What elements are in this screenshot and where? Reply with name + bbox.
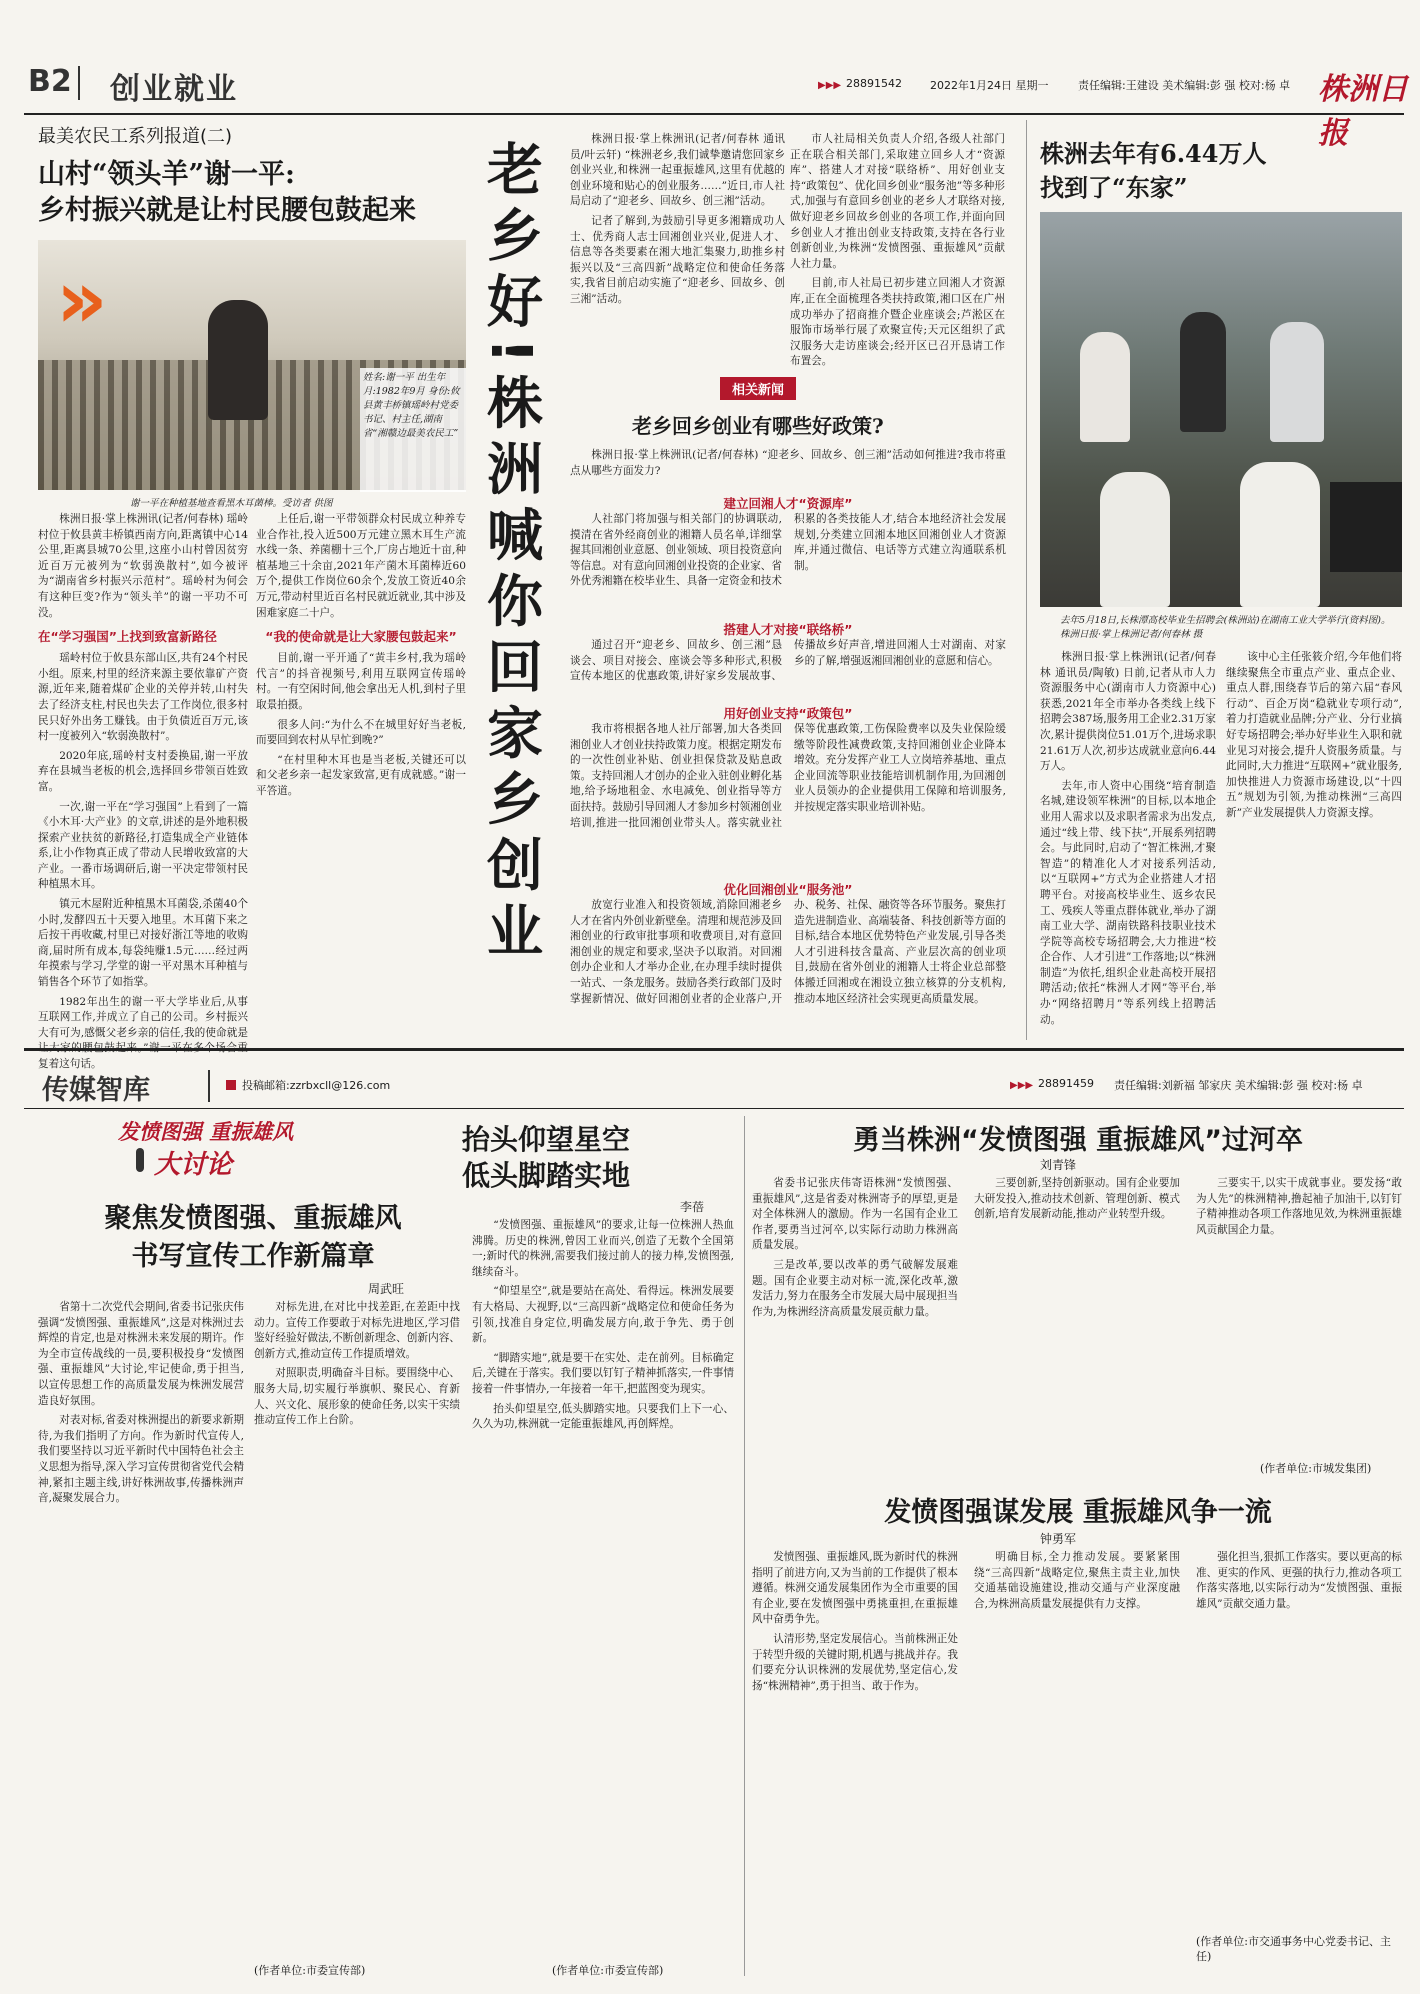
article1-para: 镇元木屋附近种植黑木耳菌袋,杀菌40个小时,发酵四五十天要入地里。木耳菌下来之后按干再收藏,村里已对接好浙江等地的收购商,届时所有成本,每袋纯赚1.5元……经过两年摸索与学习,学堂的谢一平对黑木耳种植与销售各个环节了如指掌。 — [38, 898, 248, 989]
bottom-editor-line: 责任编辑:刘新福 邹家庆 美术编辑:彭 强 校对:杨 卓 — [1114, 1079, 1363, 1092]
chevron-decoration-icon: » — [56, 253, 108, 346]
crowd-figure — [1180, 312, 1226, 432]
art5-title-2: 低头脚踏实地 — [462, 1159, 631, 1192]
crowd-figure — [1240, 462, 1320, 607]
art5-title-1: 抬头仰望星空 — [462, 1123, 631, 1156]
art5-footer: (作者单位:市委宣传部) — [552, 1964, 664, 1977]
article1-para: 很多人问:“为什么不在城里好好当老板,而要回到农村从早忙到晚?” — [256, 718, 466, 747]
related-para: 放宽行业准入和投资领域,消除回湘老乡人才在省内外创业新壁垒。清理和规范涉及回湘创业的行政审批事项和收费项目,对有意回湘创业的规定和要求,坚决予以取消。对回湘创办企业和人才举办企业,在办理手续时提供一站式、一条龙服务。鼓励各类行政部门及时掌握新情况、做好回湘创业者的企业落户,开办、税务、社保、融资等各环节服务。聚焦打造先进制造业、高端装备、科技创新等方面的目标,结合本地区优势特色产业发展,引导各类人才引进科技含量高、产业层次高的创业项目,鼓励在省外创业的湘籍人士将企业总部整体搬迁回湘或在湘设立独立核算的分支机构,推动本地区经济社会实现更高质量发展。 — [570, 899, 1006, 1005]
article3-caption: 去年5月18日,长株潭高校毕业生招聘会(株洲站)在湖南工业大学举行(资料图)。 株洲日报·掌上株洲记者/何春林 摄 — [1060, 615, 1391, 640]
art4-footer: (作者单位:市委宣传部) — [254, 1964, 366, 1977]
discussion-banner — [100, 1116, 360, 1180]
article3-photo — [1040, 212, 1402, 607]
email-icon — [226, 1080, 236, 1090]
art6-col-3 — [1196, 1176, 1402, 1456]
masthead-logo: 株洲日报 — [1318, 72, 1408, 151]
article3-title-2: 找到了“东家” — [1040, 173, 1188, 202]
art4-para: 对标先进,在对比中找差距,在差距中找动力。宣传工作要敢于对标先进地区,学习借鉴好经验好做法,不断创新理念、创新内容、创新方式,推动宣传工作提质增效。 — [254, 1301, 460, 1360]
section-title: 创业就业 — [110, 72, 238, 107]
article1-title-1: 山村“领头羊”谢一平: — [38, 159, 296, 190]
column-divider — [744, 1116, 745, 1976]
article3-title-1: 株洲去年有6.44万人 — [1040, 139, 1267, 168]
article2-para: 记者了解到,为鼓励引导更多湘籍成功人士、优秀商人志士回湘创业兴业,促进人才、信息等各类要素在湘大地汇集聚力,助推乡村振兴以及“三高四新”战略定位和使命任务落实,我省目前启动实施了“迎老乡、回故乡、创三湘”活动。 — [570, 214, 785, 305]
article1-photo — [38, 240, 466, 490]
art5-para: “仰望星空”,就是要站在高处、看得远。株洲发展要有大格局、大视野,以“三高四新”战略定位和使命任务为引领,找准自身定位,明确发展方向,敢于争先、勇于创新。 — [472, 1285, 734, 1345]
art4-para: 对照职责,明确奋斗目标。要围绕中心、服务大局,切实履行举旗帜、聚民心、育新人、兴文化、展形象的使命任务,以实干实绩推动宣传工作上台阶。 — [254, 1367, 460, 1427]
article1-para: “在村里种木耳也是当老板,关键还可以和父老乡亲一起发家致富,更有成就感。”谢一平答道。 — [256, 753, 466, 797]
related-heading-2: 搭建人才对接“联络桥” — [723, 622, 853, 637]
art7-footer: (作者单位:市交通事务中心党委书记、主任) — [1196, 1935, 1391, 1963]
art4-title-1: 聚焦发愤图强、重振雄风 — [104, 1203, 402, 1234]
phone-number: 28891542 — [846, 77, 902, 90]
article1-subhead-1: 在“学习强国”上找到致富新路径 — [38, 629, 217, 645]
person-figure — [208, 300, 268, 420]
article1-para: 瑶岭村位于攸县东部山区,共有24个村民小组。原来,村里的经济来源主要依靠矿产资源,近年来,随着煤矿企业的关停并转,山村失去了经济支柱,村民也失去了工作岗位,很多村民只好外出务工赚钱。由于负债近百万元,该村一度被列入“软弱涣散村”。 — [38, 652, 248, 743]
arrow-icon: ▶▶▶ — [818, 80, 842, 91]
related-text-2 — [570, 638, 1006, 696]
header-divider — [208, 1070, 210, 1102]
art4-col-1 — [38, 1300, 244, 1960]
mid-rule-2 — [24, 1108, 1404, 1109]
related-intro-text: 株洲日报·掌上株洲讯(记者/何春林) “迎老乡、回故乡、创三湘”活动如何推进?我市将重点从哪些方面发力? — [570, 449, 1006, 477]
art5-author: 李蓓 — [680, 1200, 705, 1214]
banner-subtext: 大讨论 — [154, 1150, 233, 1180]
article1-para: 1982年出生的谢一平大学毕业后,从事互联网工作,并成立了自己的公司。乡村振兴大有可为,感慨父老乡亲的信任,我的使命就是 复着这句话。 — [38, 995, 248, 1070]
article1-para: 上任后,谢一平带领群众村民成立种养专业合作社,投入近500万元建立黑木耳生产流水线一条、养菌棚十三个,厂房占地近十亩,种植基地三十余亩,2021年产菌木耳菌棒近60万个,提供工作岗位60余个,发放工资近40余万元,带动村里近百名村民就近就业,其中涉及困难家庭二十户。 — [256, 513, 466, 619]
art7-col-3 — [1196, 1550, 1402, 1930]
art6-title: 勇当株洲“发愤图强 重振雄风”过河卒 — [853, 1125, 1303, 1156]
related-tag: 相关新闻 — [720, 377, 796, 400]
article2-para: 株洲日报·掌上株洲讯(记者/何春林 通讯员/叶云轩) “株洲老乡,我们诚挚邀请您回家乡创业兴业,和株洲一起重振雄风,这里有优越的创业环境和贴心的创业服务……”近日,市人社局启动了“迎老乡、回故乡、创三湘”活动。 — [570, 133, 785, 208]
article3-col-1 — [1040, 650, 1216, 1030]
header-divider — [78, 66, 80, 100]
art5-para: “发愤图强、重振雄风”的要求,让每一位株洲人热血沸腾。历史的株洲,曾因工业而兴,创造了无数个全国第一;新时代的株洲,需要我们接过前人的接力棒,发愤图强,继续奋斗。 — [472, 1219, 734, 1278]
article3-col-2 — [1226, 650, 1402, 1030]
vertical-headline: 老乡好!株洲喊你回家乡创业 — [478, 140, 543, 968]
bottom-header — [20, 1060, 1410, 1112]
art6-col-2 — [974, 1176, 1180, 1476]
art6-footer: (作者单位:市城发集团) — [1260, 1462, 1372, 1475]
related-text-3 — [570, 722, 1006, 872]
top-rule — [24, 113, 1404, 115]
art5-para: 抬头仰望星空,低头脚踏实地。只要我们上下一心、久久为功,株洲就一定能重振雄风,再创辉煌。 — [472, 1402, 734, 1431]
related-para: 人社部门将加强与相关部门的协调联动,摸清在省外经商创业的湘籍人员名单,详细掌握其回湘创业意愿、创业领域、项目投资意向等信息。对有意向回湘创业投资的企业家、省外优秀湘籍在校毕业生、具备一定资金和技术积累的各类技能人才,结合本地经济社会发展规划,分类建立回湘本地区回湘创业人才资源库,并通过微信、电话等方式建立沟通联系机制。 — [570, 513, 1006, 588]
crowd-figure — [1100, 472, 1170, 607]
related-para: 我市将根据各地人社厅部署,加大各类回湘创业人才创业扶持政策力度。根据定期发布的一次性创业补贴、创业担保贷款及贴息政策。支持回湘人才创办的企业入驻创业孵化基地,给予场地租金、水电减免、创业指导等方面扶持。鼓励引导回湘人才参加乡村领湘创业培训,推进一批回湘创业带头人。落实就业社保等优惠政策,工伤保险费率以及失业保险缓缴等阶段性减费政策,支持回湘创业企业降本增效。充分发挥产业工人立岗培养基地、重点企业回流等职业技能培训机制作用,为回湘创业人员领办的企业提供用工保障和培训服务,并按规定落实职业培训补贴。 — [570, 723, 1006, 829]
art5-para: “脚踏实地”,就是要干在实处、走在前列。目标确定后,关键在于落实。我们要以钉钉子精神抓落实,一件事情接着一件事情办,一年接着一年干,把蓝图变为现实。 — [472, 1351, 734, 1395]
art7-col-2 — [974, 1550, 1180, 1960]
article1-photo-caption: 谢一平在种植基地查看黑木耳菌棒。受访者 供图 — [130, 498, 333, 509]
art6-author: 刘青锋 — [1040, 1158, 1077, 1172]
crowd-figure — [1080, 332, 1130, 442]
related-heading-1: 建立回湘人才“资源库” — [723, 496, 853, 511]
microphone-icon — [136, 1148, 144, 1172]
art6-para: 三要实干,以实干成就事业。要发扬“敢为人先”的株洲精神,撸起袖子加油干,以钉钉子精神推动各项工作落地见效,为株洲重振雄风贡献国企力量。 — [1196, 1177, 1402, 1236]
banner-text: 发愤图强 重振雄风 — [118, 1119, 294, 1144]
art4-col-2 — [254, 1300, 460, 1940]
date-line: 2022年1月24日 星期一 — [930, 79, 1049, 92]
article1-subhead-2: “我的使命就是让大家腰包鼓起来” — [265, 629, 457, 645]
art5-col-1 — [472, 1218, 734, 1958]
article1-para: 目前,谢一平开通了“黄丰乡村,我为瑶岭代言”的抖音视频号,利用互联网宣传瑶岭村。一有空闲时间,他会拿出无人机,到村子里取景拍摄。 — [256, 652, 466, 711]
bottom-section-title: 传媒智库 — [42, 1075, 150, 1106]
article2-col-1 — [570, 132, 785, 400]
article1-intro: 株洲日报·掌上株洲讯(记者/何春林) 瑶岭村位于攸县黄丰桥镇西南方向,距离镇中心14公里,距离县城70公里,这座小山村曾因贫穷近百万元被列为“软弱涣散村”,如今被评为“湖南省乡村振兴示范村”。瑶岭村为何会有这种巨变?作为“领头羊”的谢一平功不可没。 — [38, 513, 248, 619]
related-text-1 — [570, 512, 1006, 614]
related-para: 通过召开“迎老乡、回故乡、创三湘”恳谈会、项目对接会、座谈会等多种形式,积极宣传本地区的优惠政策,讲好家乡发展故事、传播故乡好声音,增进回湘人士对湖南、对家乡的了解,增强返湘回湘创业的意愿和信心。 — [570, 639, 1006, 683]
art7-para: 明确目标,全力推动发展。要紧紧围绕“三高四新”战略定位,聚焦主责主业,加快交通基础设施建设,推动交通与产业深度融合,为株洲高质量发展提供有力支撑。 — [974, 1551, 1180, 1610]
art7-title: 发愤图强谋发展 重振雄风争一流 — [884, 1497, 1272, 1528]
crowd-figure — [1270, 322, 1324, 442]
art7-para: 发愤图强、重振雄风,既为新时代的株洲指明了前进方向,又为当前的工作提供了根本遵循。株洲交通发展集团作为全市重要的国有企业,要在发愤图强中勇挑重担,在重振雄风中奋勇争先。 — [752, 1551, 958, 1626]
bottom-phone: 28891459 — [1038, 1077, 1094, 1090]
art6-para: 三是改革,要以改革的勇气破解发展难题。国有企业要主动对标一流,深化改革,激发活力,努力在服务全市发展大局中展现担当作为,为株洲经济高质量发展贡献力量。 — [752, 1258, 958, 1318]
art6-col-1 — [752, 1176, 958, 1476]
art6-para: 省委书记张庆伟寄语株洲“发愤图强、重振雄风”,这是省委对株洲寄予的厚望,更是对全体株洲人的激励。作为一名国有企业工作者,要勇当过河卒,以实际行动助力株洲高质量发展。 — [752, 1177, 958, 1252]
article2-para: 市人社局相关负责人介绍,各级人社部门正在联合相关部门,采取建立回乡人才“资源库”、搭建人才对接“联络桥”、用好创业支持“政策包”、优化回乡创业“服务池”等多种形式,加强与有意回乡创业的老乡人才联络对接,做好迎老乡回故乡创业的各项工作,并面向回乡创业人才推出创业支持政策,支持在各行业创新创业,为株洲“发愤图强、重振雄风”贡献人社力量。 — [790, 133, 1005, 270]
related-intro — [570, 448, 1006, 484]
art7-para: 认清形势,坚定发展信心。当前株洲正处于转型升级的关键时期,机遇与挑战并存。我们要充分认识株洲的发展优势,坚定信心,发扬“株洲精神”,勇于担当、敢于作为。 — [752, 1632, 958, 1692]
related-heading-3: 用好创业支持“政策包” — [723, 706, 853, 721]
art4-para: 对表对标,省委对株洲提出的新要求新期待,为我们指明了方向。作为新时代宣传人,我们要坚持以习近平新时代中国特色社会主义思想为指导,深入学习宣传贯彻省党代会精神,紧扣主题主线,讲好株洲故事,传播株洲声音,凝聚发展合力。 — [38, 1414, 244, 1505]
art7-author: 钟勇军 — [1040, 1532, 1077, 1546]
art7-col-1 — [752, 1550, 958, 1960]
art4-title-2: 书写宣传工作新篇章 — [131, 1241, 375, 1272]
article1-body-left — [38, 512, 248, 1070]
art4-para: 省第十二次党代会期间,省委书记张庆伟强调“发愤图强、重振雄风”,这是对株洲过去辉煌的肯定,也是对株洲未来发展的期许。作为全市宣传战线的一员,要积极投身“发愤图强、重振雄风”大讨论,牢记使命,勇于担当,以宣传思想工作的高质量发展为株洲发展营造良好氛围。 — [38, 1301, 244, 1407]
article1-para: 2020年底,瑶岭村支村委换届,谢一平放弃在县城当老板的机会,选择回乡带领百姓致富。 — [38, 749, 248, 793]
profile-box — [360, 368, 466, 492]
article1-kicker: 最美农民工系列报道(二) — [38, 126, 233, 147]
article3-para: 该中心主任张筱介绍,今年他们将继续聚焦全市重点产业、重点企业、重点人群,围绕春节后的第六届“春风行动”、百企万岗“稳就业专项行动”,着力打造就业品牌;分产业、分行业搞好专场招聘会;举办好毕业生入职和就业见习对接会,提升人资服务质量。与此同时,大力推进“互联网+”就业服务,加快推进人力资源市场建设,以“十四五”规划为引领,为推动株洲“三高四新”产业发展提供人力资源支撑。 — [1226, 651, 1402, 819]
mid-rule — [24, 1048, 1404, 1051]
column-divider — [1026, 120, 1027, 1040]
arrow-icon: ▶▶▶ — [1010, 1080, 1034, 1091]
related-heading-4: 优化回湘创业“服务池” — [723, 882, 853, 897]
related-title: 老乡回乡创业有哪些好政策? — [632, 414, 884, 438]
article1-body-right — [256, 512, 466, 962]
related-text-4 — [570, 898, 1006, 1030]
article2-para: 目前,市人社局已初步建立回湘人才资源库,正在全面梳理各类扶持政策,湘口区在广州成功举办了招商推介暨企业座谈会;芦淞区在服饰市场举行展了欢聚宣传;天元区组织了武汉服务大走访座谈会;经开区已召开恳请工作布置会。 — [790, 277, 1005, 368]
profile-text: 姓名:谢一平 出生年月:1982年9月 身份:攸县黄丰桥镇瑶岭村党委书记、村主任,湖南省“湘赣边最美农民工” — [363, 372, 460, 439]
article1-title-2: 乡村振兴就是让村民腰包鼓起来 — [38, 195, 416, 226]
article2-col-2 — [790, 132, 1005, 400]
art4-author: 周武旺 — [368, 1282, 405, 1296]
editor-line: 责任编辑:王建设 美术编辑:彭 强 校对:杨 卓 — [1078, 79, 1291, 92]
art6-para: 三要创新,坚持创新驱动。国有企业要加大研发投入,推动技术创新、管理创新、模式创新,培育发展新动能,推动产业转型升级。 — [974, 1177, 1180, 1221]
email-line: 投稿邮箱:zzrbxcll@126.com — [242, 1079, 391, 1092]
booth-table — [1330, 482, 1402, 572]
article1-para: 一次,谢一平在“学习强国”上看到了一篇《小木耳·大产业》的文章,讲述的是外地积极探索产业扶贫的新路径,打造集成全产业链体系,让小作物真正成了带动人民增收致富的大产业。一番市场调研后,谢一平决定带领村民种植黑木耳。 — [38, 800, 248, 891]
article3-para: 去年,市人资中心围绕“培育制造名城,建设领军株洲”的目标,以本地企业用人需求以及求职者需求为出发点,通过“线上带、线下扶”,开展系列招聘会。与此同时,启动了“智汇株洲,才聚智造”的精准化人才对接系列活动,以“互联网+”方式为企业搭建人才招聘平台。对接高校毕业生、返乡农民工、残疾人等重点群体就业,举办了湖南工业大学、湖南铁路科技职业技术学院等高校专场招聘会,大力推进“校企合作、人才引进”工作落地;以“株洲制造”为依托,组织企业赴高校开展招聘活动;依托“株洲人才网”等平台,举办“网络招聘月”等系列线上招聘活动。 — [1040, 779, 1216, 1026]
page-code: B2 — [28, 64, 72, 99]
article3-para: 株洲日报·掌上株洲讯(记者/何春林 通讯员/陶敏) 日前,记者从市人力资源服务中心(湖南市人力资源中心)获悉,2021年全市举办各类线上线下招聘会387场,服务用工企业2.31万家次,累计提供岗位51.01万个,进场求职21.61万人次,初步达成就业意向6.44万人。 — [1040, 651, 1216, 773]
art7-para: 强化担当,狠抓工作落实。要以更高的标准、更实的作风、更强的执行力,推动各项工作落实落地,以实际行动为“发愤图强、重振雄风”贡献交通力量。 — [1196, 1551, 1402, 1610]
